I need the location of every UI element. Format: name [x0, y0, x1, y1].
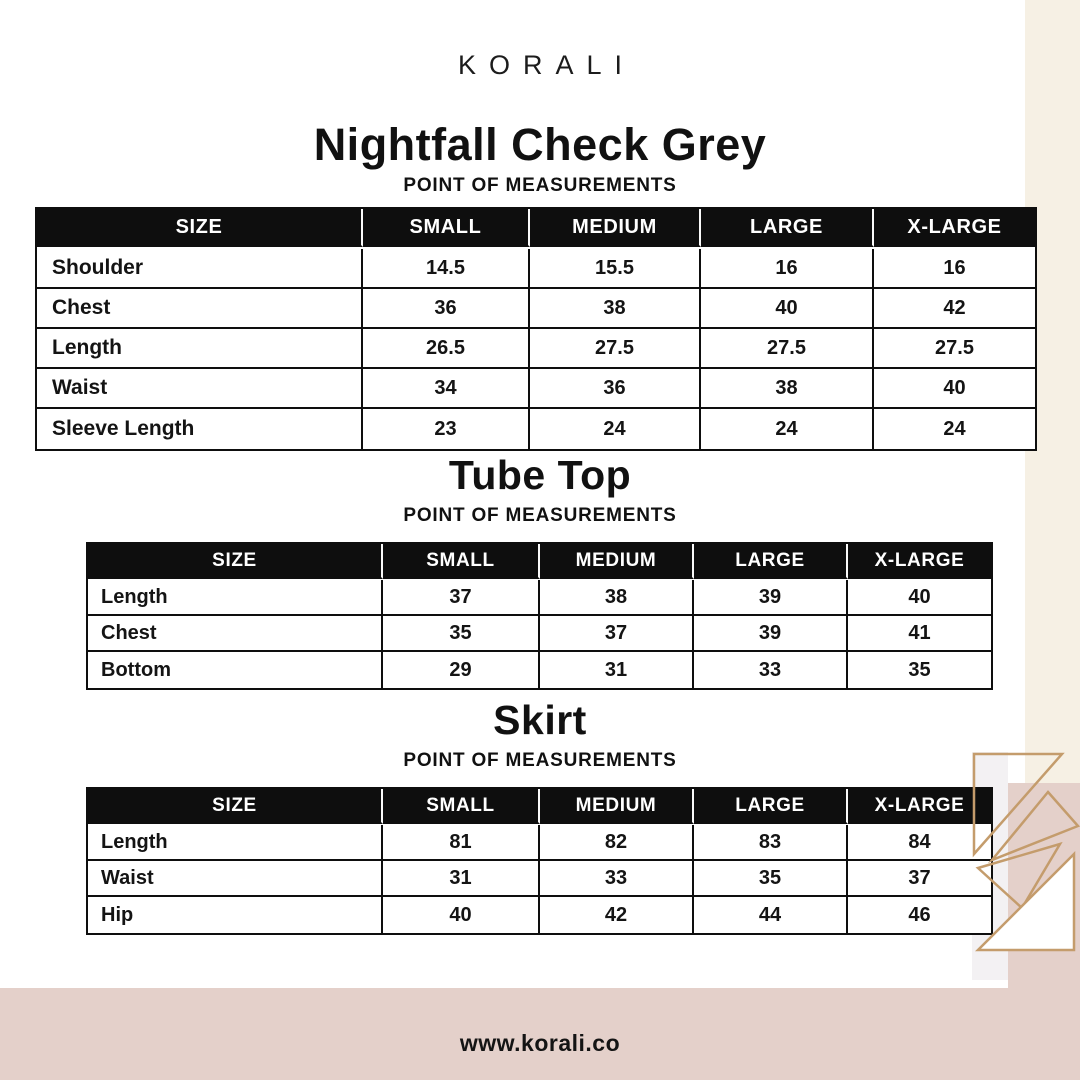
row-label-chest: Chest: [88, 616, 383, 652]
row-label-waist: Waist: [88, 861, 383, 897]
cell-value: 39: [694, 616, 848, 652]
cell-value: 37: [848, 861, 991, 897]
size-table-tube-top: [86, 542, 993, 690]
column-header-medium: MEDIUM: [540, 789, 694, 824]
cell-value: 27.5: [874, 329, 1035, 369]
cell-value: 24: [701, 409, 874, 449]
size-table-skirt: [86, 787, 993, 935]
cell-value: 42: [874, 289, 1035, 329]
cell-value: 14.5: [363, 249, 530, 289]
cell-value: 38: [701, 369, 874, 409]
column-header-xlarge: X-LARGE: [874, 209, 1035, 247]
cell-value: 33: [540, 861, 694, 897]
cell-value: 31: [540, 652, 694, 688]
cell-value: 40: [874, 369, 1035, 409]
cell-value: 40: [701, 289, 874, 329]
cell-value: 81: [383, 825, 540, 861]
cell-value: 40: [848, 580, 991, 616]
cell-value: 36: [363, 289, 530, 329]
footer-website-url: www.korali.co: [459, 1029, 621, 1056]
cell-value: 40: [383, 897, 540, 933]
cell-value: 46: [848, 897, 991, 933]
cell-value: 15.5: [530, 249, 701, 289]
cell-value: 31: [383, 861, 540, 897]
row-label-shoulder: Shoulder: [37, 249, 363, 289]
cell-value: 35: [848, 652, 991, 688]
column-header-small: SMALL: [383, 544, 540, 579]
cell-value: 35: [383, 616, 540, 652]
section-title-nightfall-check-grey: Nightfall Check Grey: [313, 119, 767, 170]
row-label-length: Length: [88, 580, 383, 616]
cell-value: 27.5: [530, 329, 701, 369]
cell-value: 84: [848, 825, 991, 861]
section-subtitle-3: POINT OF MEASUREMENTS: [403, 750, 677, 771]
cell-value: 24: [874, 409, 1035, 449]
row-label-length: Length: [88, 825, 383, 861]
section-subtitle-1: POINT OF MEASUREMENTS: [403, 175, 677, 196]
row-label-length: Length: [37, 329, 363, 369]
section-title-tube-top: Tube Top: [448, 452, 632, 498]
column-header-xlarge: X-LARGE: [848, 789, 991, 824]
cell-value: 38: [530, 289, 701, 329]
column-header-medium: MEDIUM: [530, 209, 701, 247]
cell-value: 42: [540, 897, 694, 933]
brand-logo: KORALI: [457, 50, 636, 80]
cell-value: 39: [694, 580, 848, 616]
column-header-size: SIZE: [88, 789, 383, 824]
column-header-size: SIZE: [88, 544, 383, 579]
column-header-size: SIZE: [37, 209, 363, 247]
cell-value: 16: [874, 249, 1035, 289]
cell-value: 82: [540, 825, 694, 861]
cell-value: 26.5: [363, 329, 530, 369]
cell-value: 38: [540, 580, 694, 616]
cell-value: 41: [848, 616, 991, 652]
cell-value: 27.5: [701, 329, 874, 369]
column-header-small: SMALL: [363, 209, 530, 247]
column-header-medium: MEDIUM: [540, 544, 694, 579]
cell-value: 24: [530, 409, 701, 449]
cell-value: 16: [701, 249, 874, 289]
section-subtitle-2: POINT OF MEASUREMENTS: [403, 505, 677, 526]
row-label-waist: Waist: [37, 369, 363, 409]
cell-value: 33: [694, 652, 848, 688]
row-label-sleeve-length: Sleeve Length: [37, 409, 363, 449]
cell-value: 37: [540, 616, 694, 652]
gold-triangles-decoration: [960, 740, 1080, 970]
column-header-large: LARGE: [694, 544, 848, 579]
size-table-nightfall-check-grey: [35, 207, 1037, 451]
cell-value: 37: [383, 580, 540, 616]
cell-value: 44: [694, 897, 848, 933]
column-header-xlarge: X-LARGE: [848, 544, 991, 579]
column-header-small: SMALL: [383, 789, 540, 824]
row-label-chest: Chest: [37, 289, 363, 329]
column-header-large: LARGE: [694, 789, 848, 824]
row-label-bottom: Bottom: [88, 652, 383, 688]
row-label-hip: Hip: [88, 897, 383, 933]
footer-band: [0, 988, 1080, 1080]
cell-value: 29: [383, 652, 540, 688]
cell-value: 36: [530, 369, 701, 409]
column-header-large: LARGE: [701, 209, 874, 247]
cell-value: 83: [694, 825, 848, 861]
cell-value: 35: [694, 861, 848, 897]
cell-value: 23: [363, 409, 530, 449]
section-title-skirt: Skirt: [493, 697, 587, 743]
cell-value: 34: [363, 369, 530, 409]
